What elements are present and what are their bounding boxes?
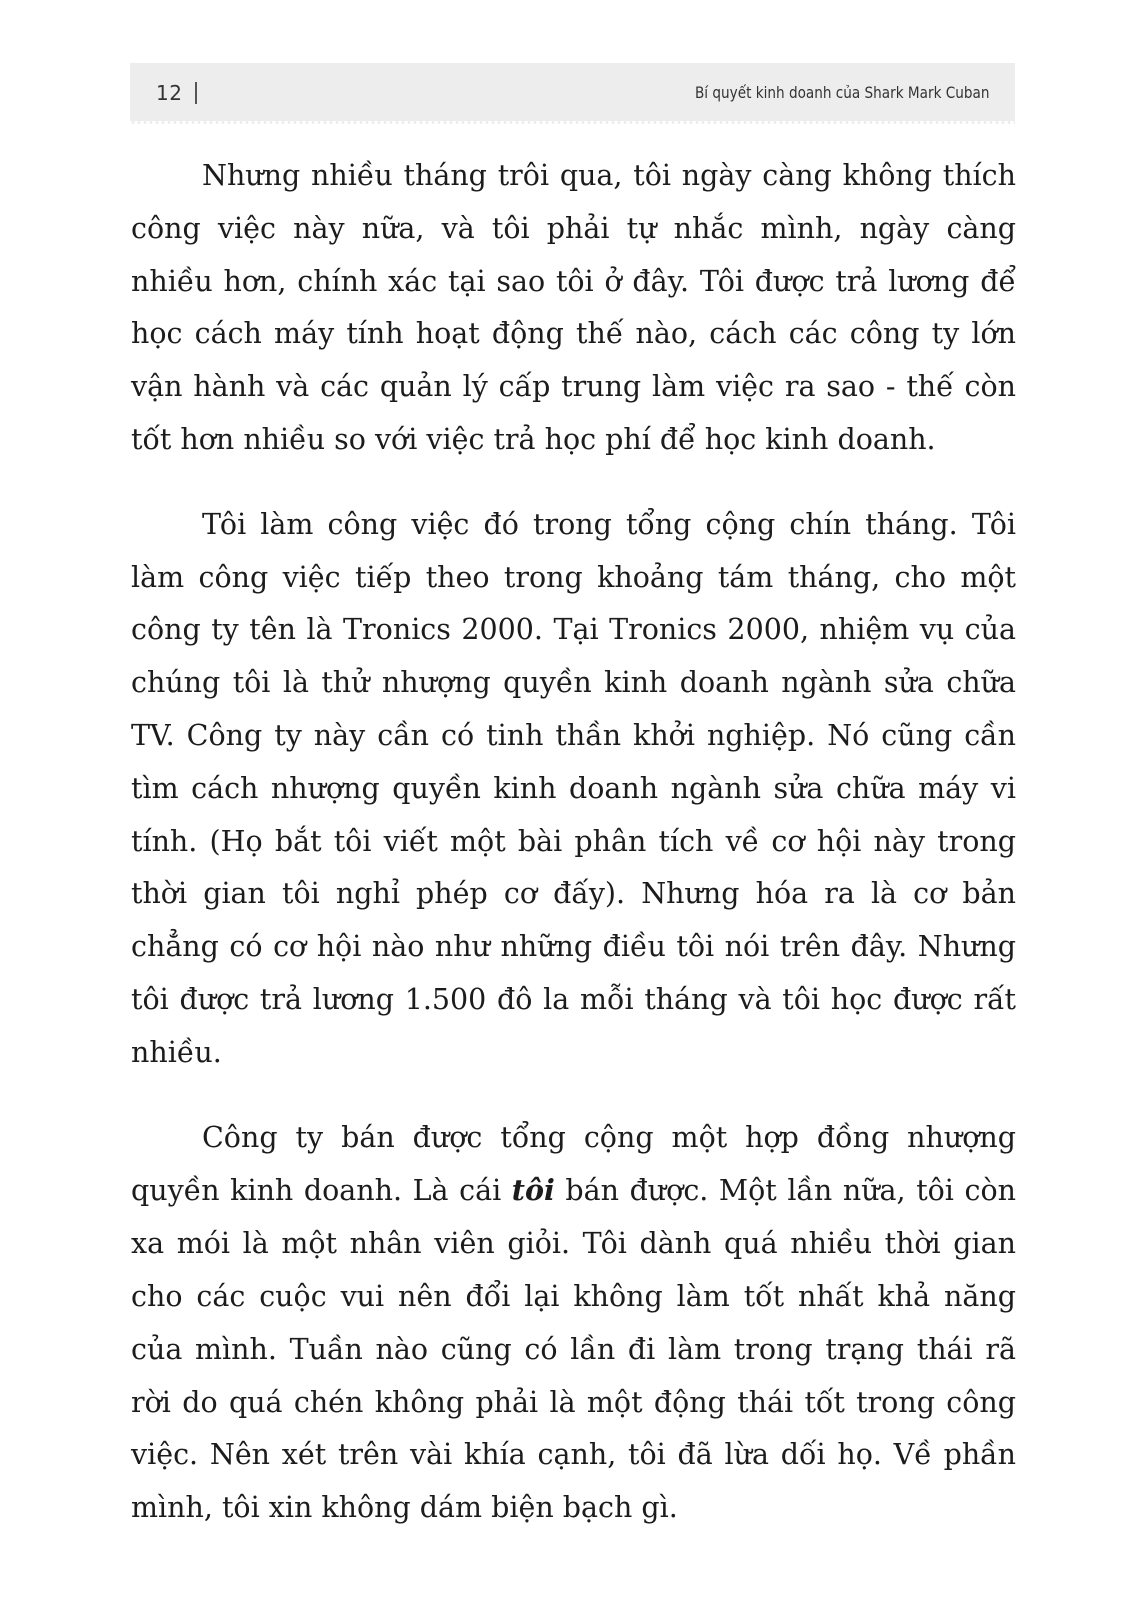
emphasis-word: tôi bbox=[511, 1173, 555, 1208]
paragraph-3-text-after: bán được. Một lần nữa, tôi còn xa mói là một nhân viên giỏi. Tôi dành quá nhiều thời gian cho các cuộc vui nên đổi lại không làm tốt nhất khả năng của mình. Tuần nào cũng có lần đi làm trong trạng thái rã rời do quá chén không phải là một động thái tốt trong công việc. Nên xét trên vài khía cạnh, tôi đã lừa dối họ. Về phần mình, tôi xin không dám biện bạch gì. bbox=[131, 1174, 1016, 1525]
paragraph-2: Tôi làm công việc đó trong tổng cộng chín tháng. Tôi làm công việc tiếp theo trong khoảng tám tháng, cho một công ty tên là Tronics 2000. Tại Tronics 2000, nhiệm vụ của chúng tôi là thử nhượng quyền kinh doanh ngành sửa chữa TV. Công ty này cần có tinh thần khởi nghiệp. Nó cũng cần tìm cách nhượng quyền kinh doanh ngành sửa chữa máy vi tính. (Họ bắt tôi viết một bài phân tích về cơ hội này trong thời gian tôi nghỉ phép cơ đấy). Nhưng hóa ra là cơ bản chẳng có cơ hội nào như những điều tôi nói trên đây. Nhưng tôi được trả lương 1.500 đô la mỗi tháng và tôi học được rất nhiều. bbox=[131, 507, 1016, 1069]
body-text bbox=[131, 150, 1016, 1567]
page-number: 12 bbox=[156, 81, 183, 105]
paragraph-1: Nhưng nhiều tháng trôi qua, tôi ngày càng không thích công việc này nữa, và tôi phải tự nhắc mình, ngày càng nhiều hơn, chính xác tại sao tôi ở đây. Tôi được trả lương để học cách máy tính hoạt động thế nào, cách các công ty lớn vận hành và các quản lý cấp trung làm việc ra sao - thế còn tốt hơn nhiều so với việc trả học phí để học kinh doanh. bbox=[131, 159, 1016, 456]
paragraph-3-text-before: Công ty bán được tổng cộng một hợp đồng nhượng quyền kinh doanh. Là cái bbox=[131, 1120, 1016, 1208]
running-title: Bí quyết kinh doanh của Shark Mark Cuban bbox=[694, 83, 989, 102]
page-header bbox=[130, 63, 1015, 121]
header-divider bbox=[195, 82, 197, 104]
paragraph-3 bbox=[131, 1112, 1016, 1535]
